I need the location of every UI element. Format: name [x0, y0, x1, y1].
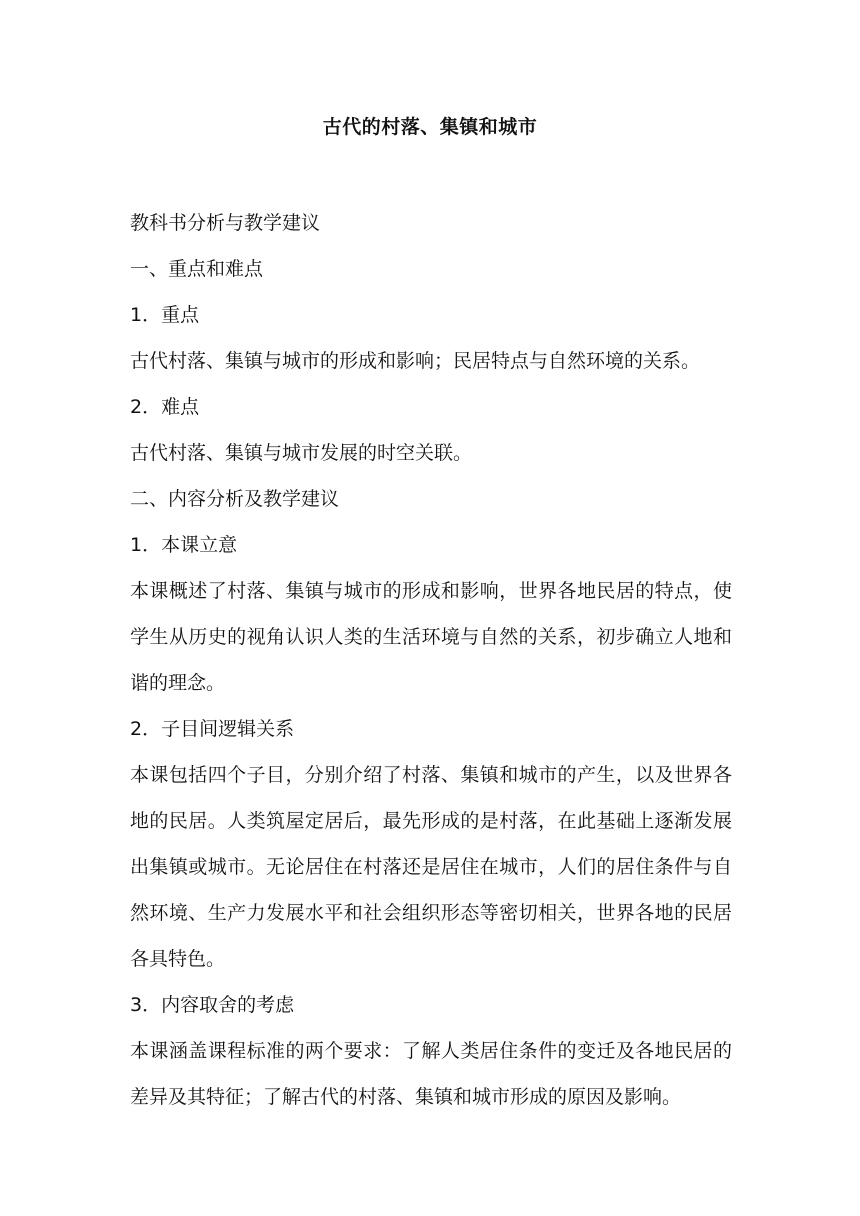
section-heading-content-analysis: 二、内容分析及教学建议	[130, 488, 340, 510]
document-body	[130, 200, 732, 1120]
paragraph-difficulty: 古代村落、集镇与城市发展的时空关联。	[130, 442, 473, 464]
section-heading: 教科书分析与教学建议	[130, 212, 321, 234]
paragraph-content-selection: 本课涵盖课程标准的两个要求：了解人类居住条件的变迁及各地民居的差异及其特征；了解古代的村落、集镇和城市形成的原因及影响。	[130, 1040, 732, 1108]
paragraph-logic: 本课包括四个子目，分别介绍了村落、集镇和城市的产生，以及世界各地的民居。人类筑屋定居后，最先形成的是村落，在此基础上逐渐发展出集镇或城市。无论居住在村落还是居住在城市，人们的居住条件与自然环境、生产力发展水平和社会组织形态等密切相关，世界各地的民居各具特色。	[130, 764, 732, 970]
paragraph-focus: 古代村落、集镇与城市的形成和影响；民居特点与自然环境的关系。	[130, 350, 701, 372]
subheading-logic: 2．子目间逻辑关系	[130, 718, 295, 740]
subheading-difficulty: 2．难点	[130, 396, 200, 418]
document-title: 古代的村落、集镇和城市	[322, 116, 538, 138]
subheading-lesson-intent: 1．本课立意	[130, 534, 238, 556]
subheading-content-selection: 3．内容取舍的考虑	[130, 994, 295, 1016]
paragraph-lesson-intent: 本课概述了村落、集镇与城市的形成和影响，世界各地民居的特点，使学生从历史的视角认识人类的生活环境与自然的关系，初步确立人地和谐的理念。	[130, 580, 732, 694]
subheading-focus: 1．重点	[130, 304, 200, 326]
section-heading-key-points: 一、重点和难点	[130, 258, 264, 280]
